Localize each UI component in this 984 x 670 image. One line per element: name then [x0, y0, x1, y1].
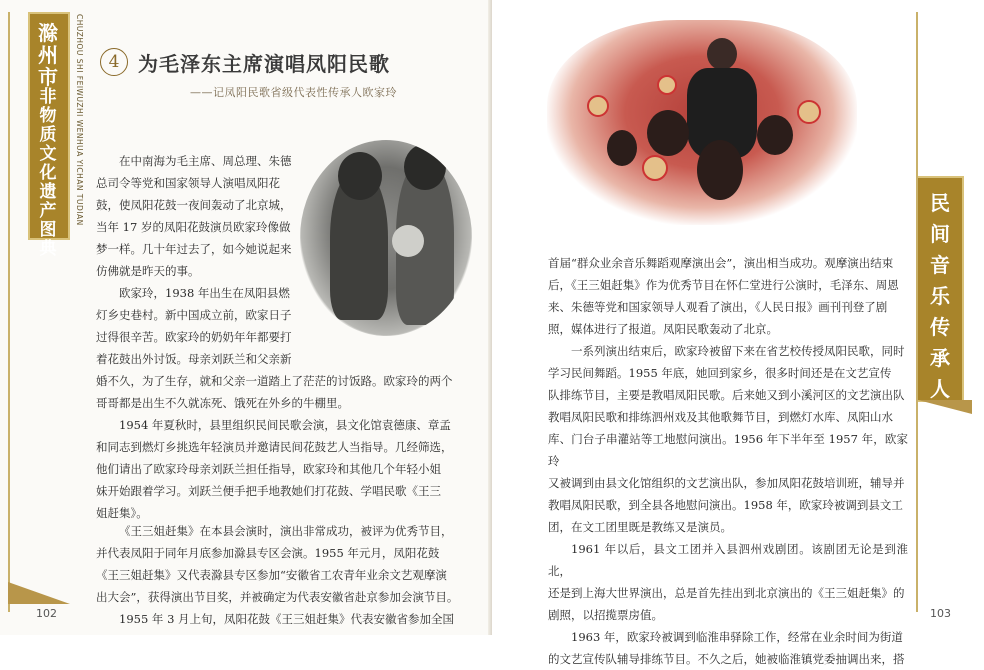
- text-line: 仿佛就是昨天的事。: [96, 264, 200, 278]
- band-char: 州: [38, 43, 58, 67]
- band-char: 非: [39, 87, 57, 107]
- band-char: 典: [39, 239, 57, 259]
- right-margin-rule: [916, 12, 918, 612]
- band-char: 市: [38, 65, 58, 89]
- text-line: 1961 年以后，县文工团并入县泗州戏剧团。该剧团无论是到淮北，: [548, 542, 908, 578]
- band-char: 乐: [930, 284, 950, 308]
- body-text-narrow: [96, 150, 296, 370]
- article-subtitle: ——记凤阳民歌省级代表性传承人欧家玲: [190, 86, 397, 99]
- text-line: 婚不久，为了生存，就和父亲一道踏上了茫茫的讨饭路。欧家玲的两个: [96, 374, 453, 388]
- body-text-bottom: [96, 520, 466, 630]
- chapter-number: 4: [100, 48, 128, 76]
- text-line: 首届“群众业余音乐舞蹈观摩演出会”，演出相当成功。观摩演出结束: [548, 256, 894, 270]
- text-line: 剧照，以招揽票房值。: [548, 608, 663, 622]
- text-line: 照，媒体进行了报道。凤阳民歌轰动了北京。: [548, 322, 778, 336]
- text-line: 并代表凤阳于同年月底参加滁县专区会演。1955 年元月，凤阳花鼓: [96, 546, 440, 560]
- band-char: 间: [930, 222, 950, 246]
- section-title-band: [916, 176, 964, 402]
- text-line: 库、门台子串灌站等工地慰问演出。1956 年下半年至 1957 年，欧家玲: [548, 432, 908, 468]
- text-line: 着花鼓出外讨饭。母亲刘跃兰和父亲新: [96, 352, 292, 366]
- text-line: 的文艺宣传队辅导排练节目。不久之后，她被临淮镇党委抽调出来，搭: [548, 652, 905, 666]
- text-line: 1955 年 3 月上旬，凤阳花鼓《王三姐赶集》代表安徽省参加全国: [119, 612, 455, 626]
- band-char: 产: [39, 201, 57, 221]
- text-line: 《王三姐赶集》在本县会演时，演出非常成功，被评为优秀节目，: [119, 524, 453, 538]
- band-char: 文: [39, 144, 57, 164]
- text-line: 《王三姐赶集》又代表滁县专区参加“安徽省工农青年业余文艺观摩演: [96, 568, 447, 582]
- left-page: [0, 0, 492, 635]
- band-char: 人: [930, 377, 950, 401]
- text-line: 1963 年，欧家玲被调到临淮串驿除工作，经常在业余时间为街道: [571, 630, 903, 644]
- band-char: 化: [39, 163, 57, 183]
- text-line: 梦一样。几十年过去了，如今她说起来: [96, 242, 292, 256]
- text-line: 妹开始跟着学习。刘跃兰便手把手地教她们打花鼓、学唱民歌《王三: [96, 484, 441, 498]
- body-text-right: [548, 252, 908, 670]
- text-line: 哥哥都是出生不久就冻死、饿死在外乡的牛棚里。: [96, 396, 349, 410]
- text-line: 他们请出了欧家玲母亲刘跃兰担任指导，欧家玲和其他几个年轻小姐: [96, 462, 441, 476]
- band-char: 民: [930, 191, 950, 215]
- corner-triangle: [8, 582, 70, 604]
- left-margin-rule: [8, 12, 10, 612]
- text-line: 姐赶集》。: [96, 506, 148, 520]
- text-line: 和同志到燃灯乡挑选年轻演员并邀请民间花鼓艺人当指导。几经筛选，: [96, 440, 453, 454]
- color-photo: [547, 20, 857, 225]
- text-line: 1954 年夏秋时，县里组织民间民歌会演，县文化馆袁德康、章孟: [119, 418, 451, 432]
- text-line: 队排练节目，主要是教唱凤阳民歌。后来她又到小溪河区的文艺演出队: [548, 388, 905, 402]
- band-char: 滁: [38, 21, 58, 45]
- series-pinyin: CHUZHOU SHI FEIWUZHI WENHUA YICHAN TUDIAN: [75, 14, 84, 226]
- band-char: 音: [930, 253, 950, 277]
- text-line: 团，在文工团里既是教练又是演员。: [548, 520, 732, 534]
- page-number: 103: [930, 607, 951, 620]
- text-line: 总司令等党和国家领导人演唱凤阳花: [96, 176, 280, 190]
- band-char: 承: [930, 346, 950, 370]
- text-line: 欧家玲，1938 年出生在凤阳县燃: [119, 286, 290, 300]
- text-line: 灯乡史巷村。新中国成立前，欧家日子: [96, 308, 292, 322]
- text-line: 后，《王三姐赶集》作为优秀节目在怀仁堂进行公演时，毛泽东、周恩: [548, 278, 899, 292]
- band-char: 遗: [39, 182, 57, 202]
- text-line: 过得很辛苦。欧家玲的奶奶年年都要打: [96, 330, 292, 344]
- band-char: 质: [39, 125, 57, 145]
- text-line: 学习民间舞蹈。1955 年底，她回到家乡，很多时间还是在文艺宣传: [548, 366, 892, 380]
- body-text-wide: [96, 370, 466, 524]
- text-line: 又被调到由县文化馆组织的文艺演出队，参加凤阳花鼓培训班，辅导并: [548, 476, 905, 490]
- historic-photo: [300, 140, 472, 336]
- text-line: 教唱凤阳民歌和排练泗州戏及其他歌舞节目，到燃灯水库、凤阳山水: [548, 410, 893, 424]
- band-char: 物: [39, 106, 57, 126]
- text-line: 教唱凤阳民歌，到全县各地慰问演出。1958 年，欧家玲被调到县文工: [548, 498, 903, 512]
- right-page: [492, 0, 984, 666]
- article-title: 为毛泽东主席演唱凤阳民歌: [138, 52, 390, 76]
- text-line: 在中南海为毛主席、周总理、朱德: [119, 154, 292, 168]
- band-char: 传: [930, 315, 950, 339]
- text-line: 鼓，使凤阳花鼓一夜间轰动了北京城，: [96, 198, 292, 212]
- band-char: 图: [39, 220, 57, 240]
- text-line: 出大会”，获得演出节目奖，并被确定为代表安徽省赴京参加会演节目。: [96, 590, 459, 604]
- text-line: 还是到上海大世界演出，总是首先挂出到北京演出的《王三姐赶集》的: [548, 586, 905, 600]
- page-number: 102: [36, 607, 57, 620]
- corner-triangle: [918, 400, 972, 414]
- text-line: 来、朱德等党和国家领导人观看了演出，《人民日报》画刊刊登了剧: [548, 300, 888, 314]
- text-line: 一系列演出结束后，欧家玲被留下来在省艺校传授凤阳民歌，同时: [571, 344, 905, 358]
- text-line: 当年 17 岁的凤阳花鼓演员欧家玲像做: [96, 220, 291, 234]
- series-title-band: [28, 12, 70, 259]
